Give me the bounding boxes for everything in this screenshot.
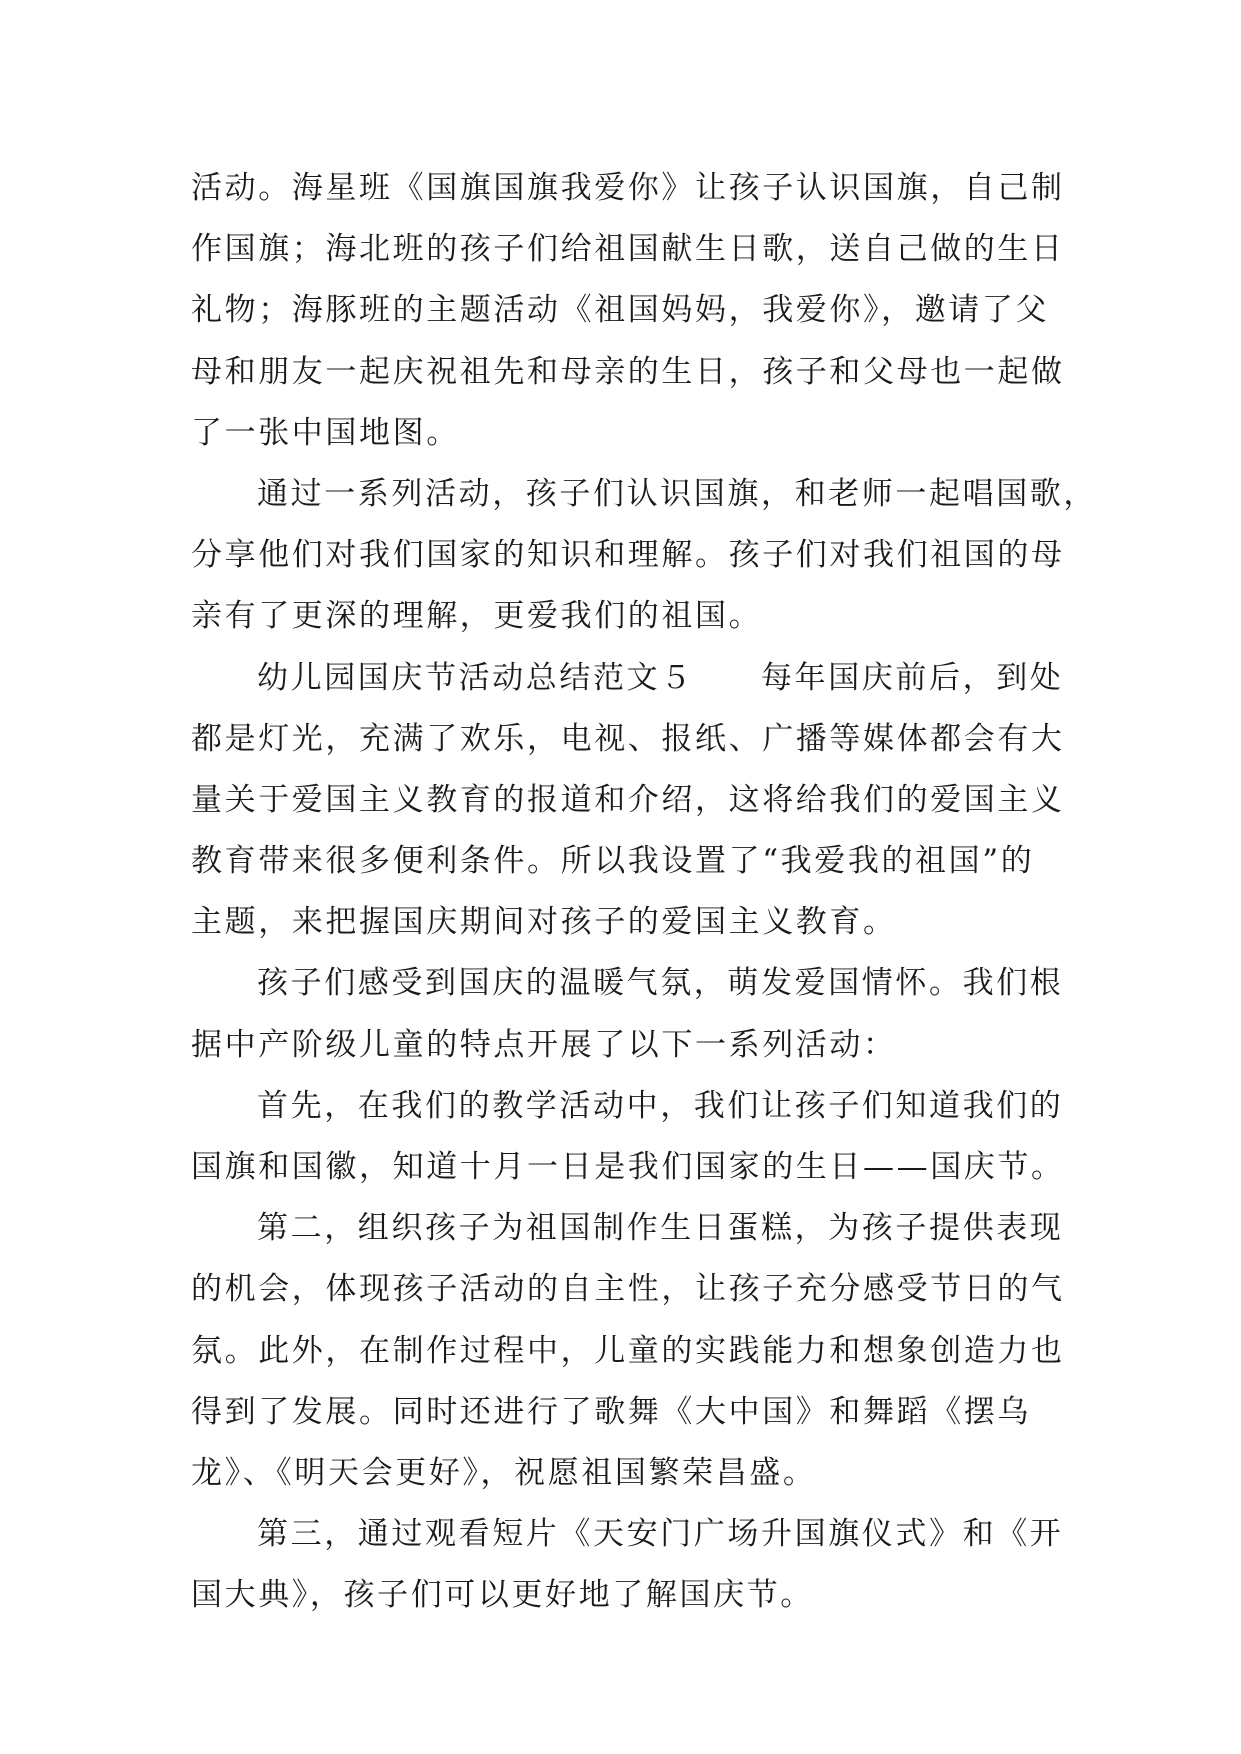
text-line: 龙》、《明天会更好》，祝愿祖国繁荣昌盛。	[191, 1454, 817, 1491]
text-line: 第三，通过观看短片《天安门广场升国旗仪式》和《开	[257, 1516, 1064, 1553]
text-line: 第二，组织孩子为祖国制作生日蛋糕，为孩子提供表现	[257, 1210, 1064, 1247]
text-line: 幼儿园国庆节活动总结范文５ 每年国庆前后，到处	[257, 659, 1064, 696]
text-line: 分享他们对我们国家的知识和理解。孩子们对我们祖国的母	[191, 537, 1065, 574]
text-line: 据中产阶级儿童的特点开展了以下一系列活动：	[191, 1026, 897, 1063]
text-line: 作国旗；海北班的孩子们给祖国献生日歌，送自己做的生日	[191, 231, 1065, 268]
text-line: 得到了发展。同时还进行了歌舞《大中国》和舞蹈《摆乌	[191, 1393, 1031, 1430]
text-line: 量关于爱国主义教育的报道和介绍，这将给我们的爱国主义	[191, 781, 1065, 818]
text-line: 国大典》，孩子们可以更好地了解国庆节。	[191, 1577, 814, 1614]
text-line: 国旗和国徽，知道十月一日是我们国家的生日——国庆节。	[191, 1149, 1065, 1185]
text-line: 的机会，体现孩子活动的自主性，让孩子充分感受节日的气	[191, 1271, 1065, 1308]
document-body	[191, 158, 1097, 1627]
text-line: 活动。海星班《国旗国旗我爱你》让孩子认识国旗，自己制	[191, 170, 1065, 206]
text-line: 了一张中国地图。	[191, 414, 460, 451]
text-line: 教育带来很多便利条件。所以我设置了“我爱我的祖国”的	[191, 843, 1035, 880]
text-line: 通过一系列活动，孩子们认识国旗，和老师一起唱国歌，	[257, 475, 1097, 512]
text-line: 礼物；海豚班的主题活动《祖国妈妈，我爱你》，邀请了父	[191, 292, 1050, 329]
text-line: 都是灯光，充满了欢乐，电视、报纸、广播等媒体都会有大	[191, 720, 1065, 757]
text-line: 孩子们感受到国庆的温暖气氛，萌发爱国情怀。我们根	[257, 965, 1064, 1002]
text-line: 氛。此外，在制作过程中，儿童的实践能力和想象创造力也	[191, 1332, 1065, 1369]
text-line: 亲有了更深的理解，更爱我们的祖国。	[191, 598, 763, 635]
text-line: 主题，来把握国庆期间对孩子的爱国主义教育。	[191, 904, 897, 941]
text-line: 母和朋友一起庆祝祖先和母亲的生日，孩子和父母也一起做	[191, 353, 1065, 390]
text-line: 首先，在我们的教学活动中，我们让孩子们知道我们的	[257, 1087, 1064, 1124]
